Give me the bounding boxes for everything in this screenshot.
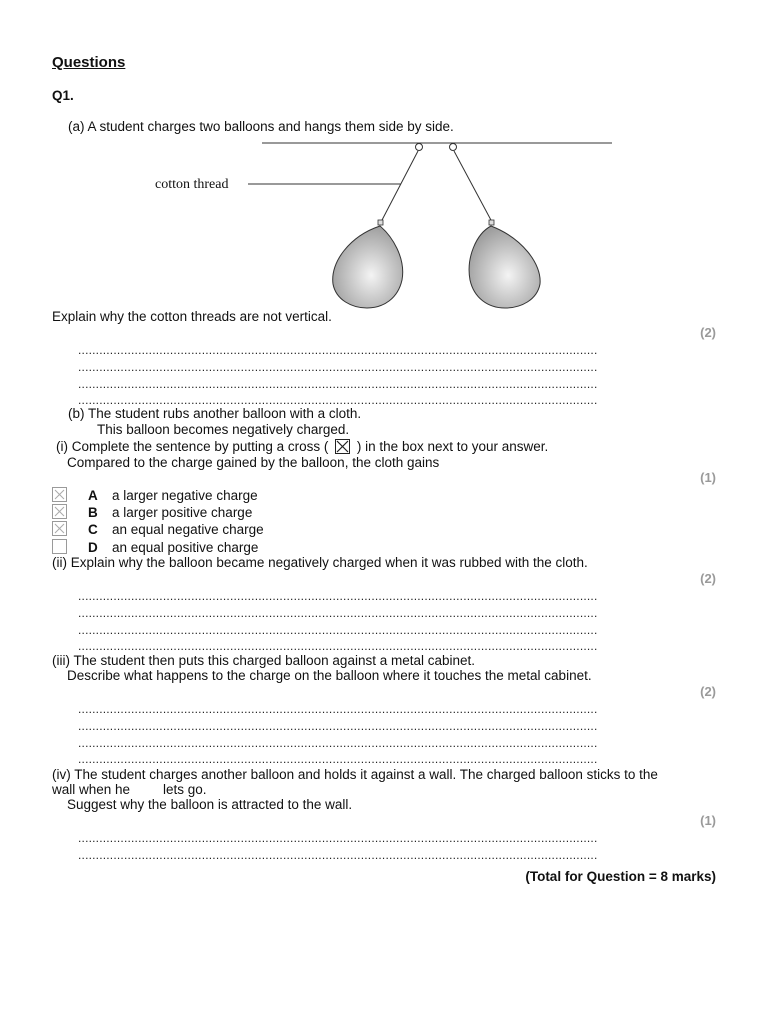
left-thread: [381, 151, 418, 222]
part-a-marks: (2): [700, 325, 716, 340]
option-b-checkbox[interactable]: [52, 504, 67, 519]
part-b-iii-marks: (2): [700, 684, 716, 699]
right-thread: [454, 151, 492, 222]
left-balloon: [333, 226, 403, 308]
option-a-checkbox[interactable]: [52, 487, 67, 502]
right-balloon: [469, 226, 540, 308]
answer-line[interactable]: ...................................................................................................................................................: [78, 377, 598, 391]
instruction-post: ) in the box next to your answer.: [356, 439, 549, 454]
right-hook: [450, 144, 457, 151]
balloons-diagram: [0, 0, 768, 320]
answer-line[interactable]: ...................................................................................................................................................: [78, 831, 598, 845]
part-a-text: (a) A student charges two balloons and hangs them side by side.: [68, 119, 454, 134]
total-marks: (Total for Question = 8 marks): [525, 869, 716, 884]
answer-line[interactable]: ...................................................................................................................................................: [78, 589, 598, 603]
part-b-iii-line1: (iii) The student then puts this charged balloon against a metal cabinet.: [52, 653, 476, 668]
part-b-iv-marks: (1): [700, 813, 716, 828]
option-b-text: a larger positive charge: [112, 505, 253, 520]
answer-line[interactable]: ...................................................................................................................................................: [78, 360, 598, 374]
answer-line[interactable]: ...................................................................................................................................................: [78, 343, 598, 357]
answer-line[interactable]: ...................................................................................................................................................: [78, 393, 598, 407]
answer-line[interactable]: ...................................................................................................................................................: [78, 719, 598, 733]
part-b-iii-line2: Describe what happens to the charge on the balloon where it touches the metal cabinet.: [67, 668, 592, 683]
option-d-letter: D: [88, 540, 98, 555]
option-c-text: an equal negative charge: [112, 522, 264, 537]
part-b-line2: This balloon becomes negatively charged.: [97, 422, 350, 437]
answer-line[interactable]: ...................................................................................................................................................: [78, 623, 598, 637]
option-d-checkbox[interactable]: [52, 539, 67, 554]
part-b-iv-line2-end: lets go.: [163, 782, 207, 797]
part-b-i-marks: (1): [700, 470, 716, 485]
question-number: Q1.: [52, 88, 74, 103]
option-d-text: an equal positive charge: [112, 540, 259, 555]
part-b-ii-text: (ii) Explain why the balloon became negatively charged when it was rubbed with the cloth.: [52, 555, 588, 570]
option-b-letter: B: [88, 505, 98, 520]
page-heading: Questions: [52, 54, 126, 71]
instruction-pre: (i) Complete the sentence by putting a cross (: [56, 439, 329, 454]
answer-line[interactable]: ...................................................................................................................................................: [78, 702, 598, 716]
cotton-thread-label: cotton thread: [155, 177, 229, 192]
answer-line[interactable]: ...................................................................................................................................................: [78, 848, 598, 862]
answer-line[interactable]: ...................................................................................................................................................: [78, 639, 598, 653]
cross-box-icon: [335, 439, 350, 454]
part-b-iv-line2-start: wall when he: [52, 782, 131, 797]
part-b-line1: (b) The student rubs another balloon with a cloth.: [68, 406, 362, 421]
answer-line[interactable]: ...................................................................................................................................................: [78, 606, 598, 620]
part-a-prompt: Explain why the cotton threads are not vertical.: [52, 309, 332, 324]
left-knot: [378, 220, 383, 225]
part-b-iv-line3: Suggest why the balloon is attracted to the wall.: [67, 797, 353, 812]
answer-line[interactable]: ...................................................................................................................................................: [78, 752, 598, 766]
part-b-ii-marks: (2): [700, 571, 716, 586]
option-a-letter: A: [88, 488, 98, 503]
option-c-letter: C: [88, 522, 98, 537]
option-a-text: a larger negative charge: [112, 488, 258, 503]
part-b-i-sentence: Compared to the charge gained by the balloon, the cloth gains: [67, 455, 440, 470]
right-knot: [489, 220, 494, 225]
left-hook: [416, 144, 423, 151]
part-b-iv-line1: (iv) The student charges another balloon and holds it against a wall. The charged balloon sticks to the: [52, 767, 658, 782]
option-c-checkbox[interactable]: [52, 521, 67, 536]
part-b-i-instruction: [56, 439, 548, 455]
answer-line[interactable]: ...................................................................................................................................................: [78, 736, 598, 750]
